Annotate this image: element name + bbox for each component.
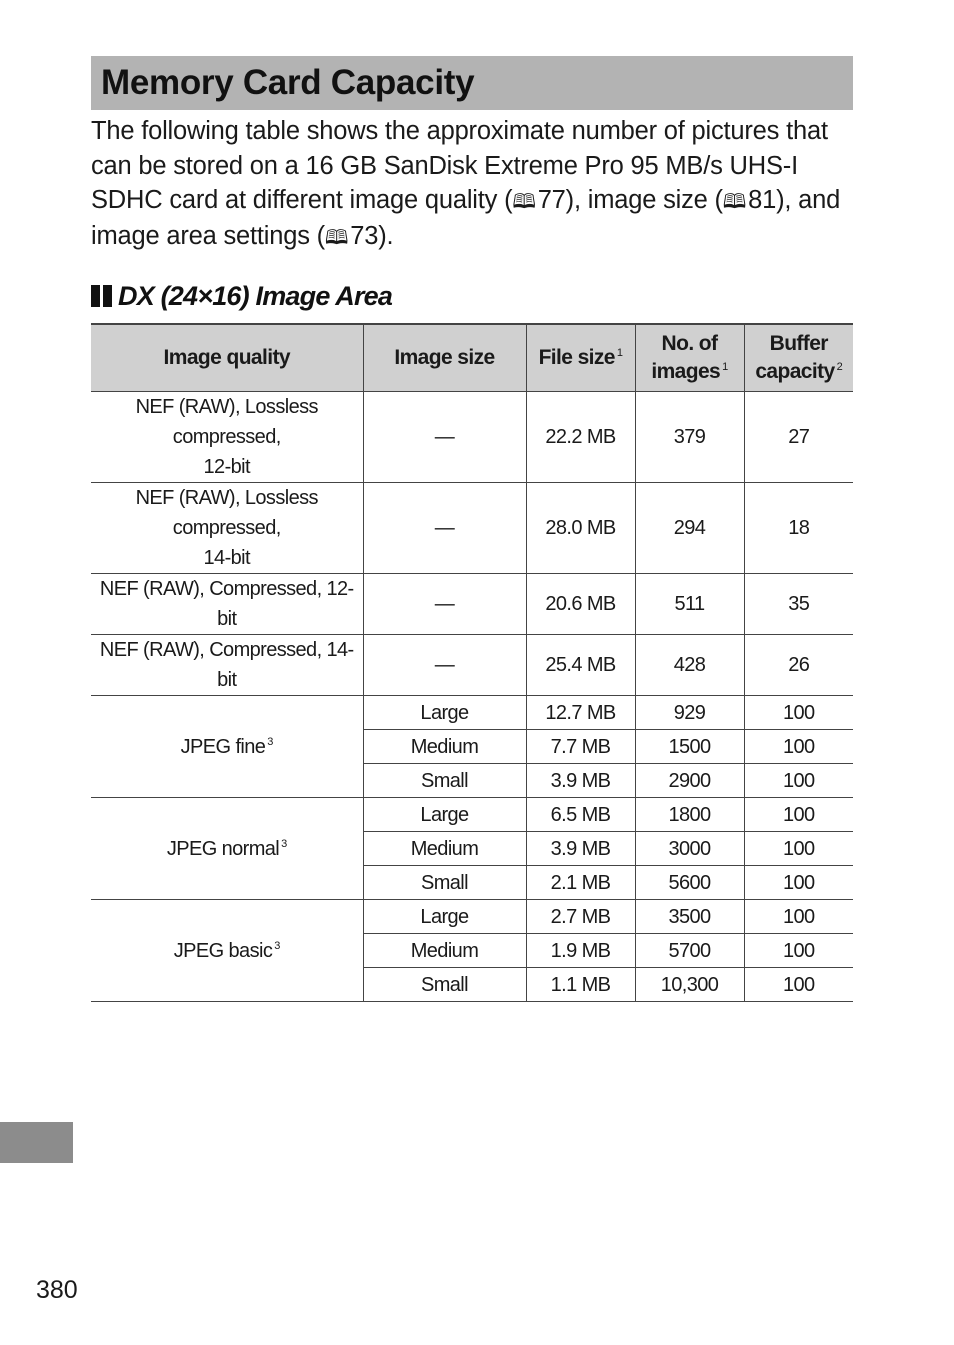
footnote-ref: 1: [722, 361, 728, 373]
intro-text-4: ).: [378, 222, 394, 251]
title-bar: [91, 56, 853, 110]
cell-images: 3500: [635, 900, 744, 934]
cell-size: —: [363, 483, 526, 574]
intro-text-2: ), image size (: [565, 186, 723, 215]
cell-images: 1500: [635, 730, 744, 764]
cell-size: —: [363, 635, 526, 696]
section-heading: [91, 278, 392, 314]
table-row: [91, 696, 853, 730]
cell-quality-jpeg-fine: JPEG fine $^3$: [91, 696, 363, 798]
cell-file-size: 2.1 MB: [526, 866, 635, 900]
cell-images: 379: [635, 392, 744, 483]
cell-size: Large: [363, 798, 526, 832]
cell-file-size: 3.9 MB: [526, 832, 635, 866]
intro-text-1: The following table shows the approximate number of pictures that can be stored on a 16 GB SanDisk Extreme Pro 95 MB/s UHS-I SDHC card at different image quality (: [91, 117, 828, 215]
cell-images: 511: [635, 574, 744, 635]
cell-buffer: 100: [744, 968, 853, 1002]
footnote-ref: 1: [616, 347, 623, 359]
cell-file-size: 1.1 MB: [526, 968, 635, 1002]
header-image-size: Image size: [363, 324, 526, 392]
cell-buffer: 100: [744, 934, 853, 968]
capacity-table: [91, 323, 853, 1002]
table-row: [91, 900, 853, 934]
cell-file-size: 28.0 MB: [526, 483, 635, 574]
cell-file-size: 7.7 MB: [526, 730, 635, 764]
cell-images: 3000: [635, 832, 744, 866]
ref-image-size[interactable]: 81: [748, 186, 777, 215]
cell-size: Large: [363, 696, 526, 730]
cell-images: 294: [635, 483, 744, 574]
cell-quality-jpeg-normal: JPEG normal $^3$: [91, 798, 363, 900]
intro-text-3: ), and image area settings (: [91, 186, 841, 251]
cell-quality: NEF (RAW), Lossless compressed, 12-bit: [91, 392, 363, 483]
cell-buffer: 100: [744, 764, 853, 798]
cell-file-size: 3.9 MB: [526, 764, 635, 798]
cell-images: 5700: [635, 934, 744, 968]
page-title: Memory Card Capacity: [101, 63, 475, 102]
footnote-ref: 3: [274, 939, 280, 952]
cell-size: Small: [363, 764, 526, 798]
intro-paragraph: [91, 114, 856, 255]
cell-size: —: [363, 574, 526, 635]
cell-buffer: 100: [744, 900, 853, 934]
cell-file-size: 22.2 MB: [526, 392, 635, 483]
cell-images: 2900: [635, 764, 744, 798]
table-header-row: [91, 324, 853, 392]
footnote-ref: 2: [836, 361, 843, 373]
cell-buffer: 18: [744, 483, 853, 574]
cell-file-size: 1.9 MB: [526, 934, 635, 968]
cell-buffer: 100: [744, 866, 853, 900]
cell-images: 10,300: [635, 968, 744, 1002]
book-icon: 🕮: [512, 189, 536, 214]
cell-size: Medium: [363, 934, 526, 968]
chapter-tab-marker: [0, 1122, 73, 1163]
cell-file-size: 25.4 MB: [526, 635, 635, 696]
cell-buffer: 35: [744, 574, 853, 635]
cell-file-size: 6.5 MB: [526, 798, 635, 832]
cell-size: Small: [363, 968, 526, 1002]
cell-quality: NEF (RAW), Compressed, 14-bit: [91, 635, 363, 696]
cell-buffer: 27: [744, 392, 853, 483]
cell-quality: NEF (RAW), Compressed, 12-bit: [91, 574, 363, 635]
section-marker-icon: [91, 285, 112, 307]
cell-quality: NEF (RAW), Lossless compressed, 14-bit: [91, 483, 363, 574]
cell-quality-jpeg-basic: JPEG basic $^3$: [91, 900, 363, 1002]
table-row: [91, 635, 853, 696]
table-row: [91, 392, 853, 483]
header-image-quality: Image quality: [91, 324, 363, 392]
cell-size: Small: [363, 866, 526, 900]
cell-size: Large: [363, 900, 526, 934]
cell-images: 929: [635, 696, 744, 730]
cell-file-size: 20.6 MB: [526, 574, 635, 635]
book-icon: 🕮: [324, 225, 349, 250]
section-label: DX (24×16) Image Area: [118, 280, 393, 311]
table-row: [91, 483, 853, 574]
cell-images: 428: [635, 635, 744, 696]
cell-buffer: 100: [744, 730, 853, 764]
ref-image-area[interactable]: 73: [350, 222, 379, 251]
cell-buffer: 26: [744, 635, 853, 696]
header-buffer-capacity: Buffer capacity $^2$: [744, 324, 853, 392]
book-icon: 🕮: [722, 189, 747, 214]
cell-size: Medium: [363, 730, 526, 764]
header-no-of-images: No. of images $^1$: [635, 324, 744, 392]
page-number: 380: [36, 1276, 78, 1304]
footnote-ref: 3: [267, 735, 273, 748]
header-file-size: File size $^1$: [526, 324, 635, 392]
cell-images: 1800: [635, 798, 744, 832]
cell-file-size: 12.7 MB: [526, 696, 635, 730]
cell-buffer: 100: [744, 798, 853, 832]
cell-file-size: 2.7 MB: [526, 900, 635, 934]
cell-images: 5600: [635, 866, 744, 900]
cell-size: Medium: [363, 832, 526, 866]
footnote-ref: 3: [281, 837, 287, 850]
table-row: [91, 798, 853, 832]
cell-buffer: 100: [744, 832, 853, 866]
cell-size: —: [363, 392, 526, 483]
table-row: [91, 574, 853, 635]
cell-buffer: 100: [744, 696, 853, 730]
ref-image-quality[interactable]: 77: [537, 186, 566, 215]
